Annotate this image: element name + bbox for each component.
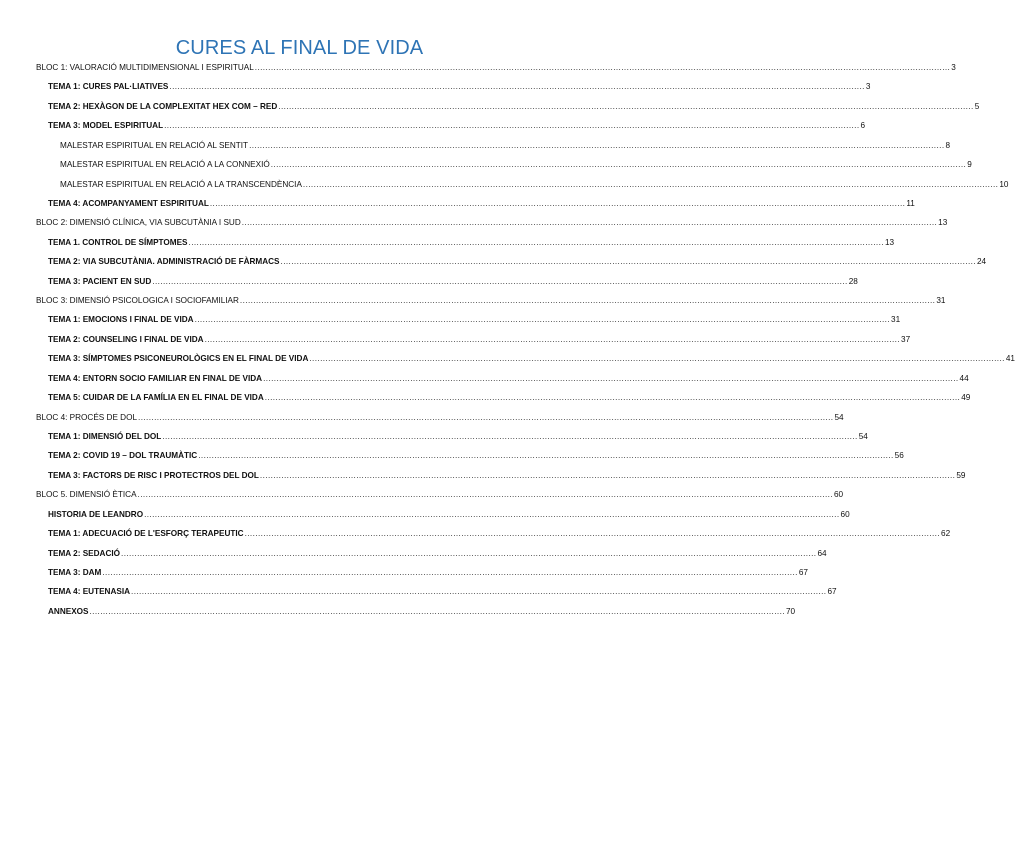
toc-entry-title: TEMA 1: CURES PAL·LIATIVES	[48, 82, 169, 92]
toc-entry[interactable]	[60, 179, 1009, 191]
toc-leader-dots: ....................................................................................................................................................................................................................................................................	[204, 334, 901, 344]
toc-entry-title: TEMA 2: VIA SUBCUTÀNIA. ADMINISTRACIÓ DE FÀRMACS	[48, 257, 280, 267]
toc-entry[interactable]	[36, 295, 946, 307]
toc-entry-title: TEMA 4: ENTORN SOCIO FAMILIAR EN FINAL DE VIDA	[48, 373, 263, 383]
toc-leader-dots: ....................................................................................................................................................................................................................................................................	[152, 276, 848, 286]
toc-leader-dots: ....................................................................................................................................................................................................................................................................	[270, 160, 967, 170]
toc-page-number: 5	[974, 101, 980, 111]
toc-entry-title: TEMA 2: COVID 19 – DOL TRAUMÀTIC	[48, 451, 198, 461]
toc-entry[interactable]	[48, 373, 969, 385]
toc-page-number: 8	[945, 140, 951, 150]
toc-entry[interactable]	[60, 159, 972, 171]
toc-leader-dots: ....................................................................................................................................................................................................................................................................	[131, 587, 827, 597]
toc-entry[interactable]	[48, 276, 858, 288]
toc-page-number: 56	[894, 451, 904, 461]
toc-entry[interactable]	[48, 120, 866, 132]
toc-page-number: 44	[959, 373, 969, 383]
toc-entry[interactable]	[48, 237, 895, 249]
toc-entry-title: TEMA 3: MODEL ESPIRITUAL	[48, 121, 164, 131]
toc-page-number: 54	[858, 431, 868, 441]
toc-entry-title: TEMA 5: CUIDAR DE LA FAMÍLIA EN EL FINAL DE VIDA	[48, 393, 264, 403]
toc-page-number: 59	[956, 470, 966, 480]
toc-entry-title: TEMA 2: COUNSELING I FINAL DE VIDA	[48, 334, 204, 344]
toc-page-number: 37	[901, 334, 911, 344]
toc-leader-dots: ....................................................................................................................................................................................................................................................................	[309, 354, 1005, 364]
toc-entry-title: BLOC 1: VALORACIÓ MULTIDIMENSIONAL I ESPIRITUAL	[36, 63, 254, 72]
toc-page-number: 10	[999, 179, 1009, 189]
toc-page-number: 41	[1005, 354, 1015, 364]
toc-page-number: 3	[865, 82, 871, 92]
toc-leader-dots: ....................................................................................................................................................................................................................................................................	[89, 606, 785, 616]
toc-leader-dots: ....................................................................................................................................................................................................................................................................	[254, 63, 951, 72]
toc-page-number: 49	[961, 393, 971, 403]
toc-page-number: 3	[951, 63, 956, 72]
toc-entry[interactable]	[48, 334, 911, 346]
toc-page-number: 64	[817, 548, 827, 558]
toc-entry[interactable]	[48, 353, 1015, 365]
toc-leader-dots: ....................................................................................................................................................................................................................................................................	[194, 315, 891, 325]
toc-leader-dots: ....................................................................................................................................................................................................................................................................	[169, 82, 865, 92]
toc-entry-title: TEMA 3: SÍMPTOMES PSICONEUROLÒGICS EN EL FINAL DE VIDA	[48, 354, 309, 364]
toc-page-number: 70	[785, 606, 796, 616]
toc-page-number: 28	[848, 276, 858, 286]
toc-entry-title: MALESTAR ESPIRITUAL EN RELACIÓ A LA TRANSCENDÈNCIA	[60, 179, 302, 189]
toc-entry[interactable]	[48, 586, 837, 598]
toc-leader-dots: ....................................................................................................................................................................................................................................................................	[188, 237, 884, 247]
document-title: CURES AL FINAL DE VIDA	[175, 37, 424, 59]
toc-leader-dots: ....................................................................................................................................................................................................................................................................	[278, 101, 974, 111]
toc-page-number: 6	[860, 121, 866, 131]
toc-leader-dots: ....................................................................................................................................................................................................................................................................	[138, 412, 834, 422]
toc-entry-title: TEMA 3: FACTORS DE RISC I PROTECTROS DEL DOL	[48, 470, 259, 480]
toc-entry-title: BLOC 2: DIMENSIÓ CLÍNICA, VIA SUBCUTÀNIA I SUD	[36, 218, 241, 228]
toc-page-number: 13	[938, 218, 948, 228]
toc-entry-title: BLOC 4: PROCÉS DE DOL	[36, 412, 138, 422]
toc-page-number: 9	[967, 160, 972, 170]
toc-leader-dots: ....................................................................................................................................................................................................................................................................	[102, 567, 798, 577]
toc-page-number: 31	[891, 315, 901, 325]
toc-entry-title: TEMA 1. CONTROL DE SÍMPTOMES	[48, 237, 188, 247]
toc-entry[interactable]	[36, 412, 844, 424]
toc-entry[interactable]	[48, 431, 868, 443]
toc-page-number: 24	[976, 257, 987, 267]
toc-page-number: 62	[941, 529, 951, 539]
toc-leader-dots: ....................................................................................................................................................................................................................................................................	[244, 529, 941, 539]
toc-leader-dots: ....................................................................................................................................................................................................................................................................	[137, 490, 833, 500]
toc-entry-title: BLOC 3: DIMENSIÓ PSICOLOGICA I SOCIOFAMILIAR	[36, 296, 239, 306]
toc-leader-dots: ....................................................................................................................................................................................................................................................................	[121, 548, 817, 558]
toc-entry-title: MALESTAR ESPIRITUAL EN RELACIÓ A LA CONNEXIÓ	[60, 160, 270, 170]
toc-entry[interactable]	[48, 314, 901, 326]
toc-entry-title: TEMA 1: EMOCIONS I FINAL DE VIDA	[48, 315, 194, 325]
toc-leader-dots: ....................................................................................................................................................................................................................................................................	[264, 393, 961, 403]
toc-entry[interactable]	[48, 256, 987, 268]
toc-entry[interactable]	[36, 489, 844, 501]
toc-entry[interactable]	[48, 101, 980, 113]
toc-entry[interactable]	[36, 217, 948, 229]
toc-entry-title: TEMA 3: PACIENT EN SUD	[48, 276, 152, 286]
toc-leader-dots: ....................................................................................................................................................................................................................................................................	[144, 509, 840, 519]
toc-page-number: 60	[840, 509, 850, 519]
toc-entry[interactable]	[48, 198, 915, 210]
toc-entry[interactable]	[60, 140, 951, 152]
toc-entry[interactable]	[48, 606, 796, 618]
toc-entry-title: TEMA 4: ACOMPANYAMENT ESPIRITUAL	[48, 198, 209, 208]
toc-entry[interactable]	[48, 470, 966, 482]
toc-leader-dots: ....................................................................................................................................................................................................................................................................	[198, 451, 894, 461]
toc-page-number: 31	[936, 296, 946, 306]
toc-page-number: 13	[884, 237, 895, 247]
toc-entry-title: TEMA 2: HEXÀGON DE LA COMPLEXITAT HEX COM – RED	[48, 101, 278, 111]
toc-entry-title: TEMA 1: DIMENSIÓ DEL DOL	[48, 431, 162, 441]
toc-entry-title: TEMA 2: SEDACIÓ	[48, 548, 121, 558]
toc-entry[interactable]	[48, 567, 808, 579]
toc-entry-title: BLOC 5. DIMENSIÓ ÈTICA	[36, 490, 137, 500]
toc-leader-dots: ....................................................................................................................................................................................................................................................................	[280, 257, 976, 267]
toc-entry-title: TEMA 3: DAM	[48, 567, 102, 577]
toc-page-number: 67	[798, 567, 808, 577]
toc-leader-dots: ....................................................................................................................................................................................................................................................................	[302, 179, 999, 189]
toc-page-number: 67	[827, 587, 837, 597]
toc-entry[interactable]	[48, 81, 871, 93]
toc-entry-title: MALESTAR ESPIRITUAL EN RELACIÓ AL SENTIT	[60, 140, 249, 150]
toc-leader-dots: ....................................................................................................................................................................................................................................................................	[263, 373, 959, 383]
toc-page-number: 54	[834, 412, 844, 422]
toc-leader-dots: ....................................................................................................................................................................................................................................................................	[249, 140, 945, 150]
toc-entry[interactable]	[48, 548, 827, 560]
toc-entry[interactable]	[48, 528, 951, 540]
toc-page-number: 11	[906, 198, 915, 208]
toc-entry[interactable]	[48, 509, 850, 521]
toc-entry-title: HISTORIA DE LEANDRO	[48, 509, 144, 519]
toc-page-number: 60	[833, 490, 844, 500]
toc-entry-title: TEMA 1: ADECUACIÓ DE L'ESFORÇ TERAPEUTIC	[48, 529, 244, 539]
toc-entry-title: ANNEXOS	[48, 606, 89, 616]
toc-leader-dots: ....................................................................................................................................................................................................................................................................	[209, 198, 906, 208]
toc-leader-dots: ....................................................................................................................................................................................................................................................................	[164, 121, 860, 131]
toc-entry[interactable]	[48, 392, 971, 404]
toc-entry[interactable]	[48, 450, 904, 462]
toc-entry-title: TEMA 4: EUTENASIA	[48, 587, 131, 597]
toc-leader-dots: ....................................................................................................................................................................................................................................................................	[162, 431, 858, 441]
toc-entry[interactable]	[36, 62, 956, 74]
toc-leader-dots: ....................................................................................................................................................................................................................................................................	[239, 296, 936, 306]
toc-leader-dots: ....................................................................................................................................................................................................................................................................	[259, 470, 956, 480]
toc-leader-dots: ....................................................................................................................................................................................................................................................................	[241, 218, 938, 228]
